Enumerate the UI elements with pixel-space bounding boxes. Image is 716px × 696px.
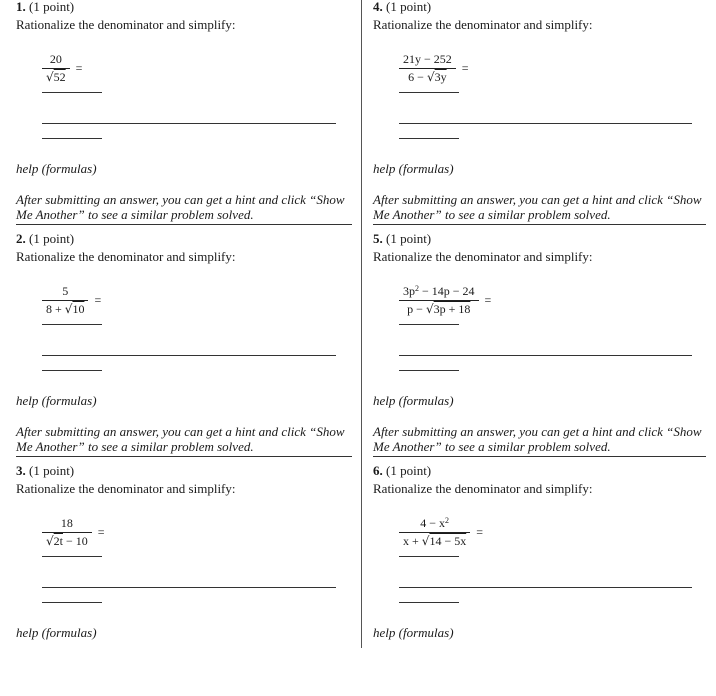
denominator <box>399 301 479 317</box>
answer-blank-2[interactable] <box>399 138 459 139</box>
problem-points: (1 point) <box>386 231 432 246</box>
radicand: 10 <box>72 302 85 316</box>
problem-prompt: Rationalize the denominator and simplify: <box>373 17 593 32</box>
problem-header <box>373 0 713 17</box>
sqrt-icon: √ <box>421 534 430 548</box>
problem-points: (1 point) <box>386 463 432 478</box>
answer-line-long[interactable] <box>42 355 336 356</box>
problem-points: (1 point) <box>29 0 75 14</box>
math-expression <box>42 284 101 317</box>
help-formulas-link[interactable]: help (formulas) <box>373 393 454 408</box>
math-expression <box>399 516 483 549</box>
radicand: 2t <box>53 534 63 548</box>
fraction <box>42 284 88 317</box>
problem-number: 4. <box>373 0 383 14</box>
hint-note: After submitting an answer, you can get a hint and click “Show Me Another” to see a similar problem solved. <box>373 192 706 225</box>
denominator-suffix: − 10 <box>63 534 88 548</box>
fraction <box>399 516 470 549</box>
fraction <box>42 516 92 549</box>
answer-blank-2[interactable] <box>399 602 459 603</box>
numerator <box>399 516 470 533</box>
problem-number: 5. <box>373 231 383 246</box>
hint-note: After submitting an answer, you can get a hint and click “Show Me Another” to see a similar problem solved. <box>373 424 706 457</box>
problem-number: 2. <box>16 231 26 246</box>
problem-points: (1 point) <box>29 463 75 478</box>
problem-prompt: Rationalize the denominator and simplify: <box>16 17 236 32</box>
numerator-rest: − 14p − 24 <box>419 284 475 298</box>
numerator-term: 3p <box>403 284 415 298</box>
exponent: 2 <box>415 284 419 293</box>
problem-points: (1 point) <box>29 231 75 246</box>
numerator: 21y − 252 <box>399 52 456 69</box>
denominator-prefix: 6 − <box>408 70 427 84</box>
problem-header <box>16 464 356 481</box>
problem-prompt: Rationalize the denominator and simplify: <box>373 249 593 264</box>
answer-blank[interactable] <box>399 92 459 93</box>
left-column <box>16 0 356 696</box>
sqrt-icon: √ <box>46 534 54 548</box>
problem-1 <box>16 0 356 232</box>
math-expression <box>399 284 491 317</box>
sqrt-icon: √ <box>46 70 54 84</box>
problem-prompt: Rationalize the denominator and simplify: <box>16 249 236 264</box>
numerator-term: 4 − x <box>420 516 445 530</box>
answer-blank[interactable] <box>399 324 459 325</box>
problem-5 <box>373 232 713 464</box>
help-formulas-link[interactable]: help (formulas) <box>373 161 454 176</box>
sqrt-icon: √ <box>425 302 434 316</box>
denominator-prefix: 8 + <box>46 302 65 316</box>
problem-header <box>373 464 713 481</box>
denominator <box>399 69 456 85</box>
denominator-prefix: p − <box>407 302 426 316</box>
column-divider <box>361 0 362 648</box>
math-expression <box>42 52 82 85</box>
radicand: 3p + 18 <box>433 302 471 316</box>
answer-blank-2[interactable] <box>399 370 459 371</box>
problem-4 <box>373 0 713 232</box>
answer-line-long[interactable] <box>399 587 692 588</box>
answer-blank[interactable] <box>42 556 102 557</box>
answer-line-long[interactable] <box>399 355 692 356</box>
answer-blank[interactable] <box>42 92 102 93</box>
radicand: 14 − 5x <box>429 534 467 548</box>
problem-number: 1. <box>16 0 26 14</box>
equals-sign: = <box>94 293 102 307</box>
denominator <box>399 533 470 549</box>
sqrt-icon: √ <box>426 70 435 84</box>
problem-number: 3. <box>16 463 26 478</box>
answer-blank[interactable] <box>399 556 459 557</box>
numerator <box>399 284 479 301</box>
fraction <box>399 52 456 85</box>
numerator: 20 <box>42 52 70 69</box>
denominator <box>42 69 70 85</box>
numerator: 18 <box>42 516 92 533</box>
help-formulas-link[interactable]: help (formulas) <box>16 393 97 408</box>
problem-header <box>16 232 356 249</box>
sqrt-icon: √ <box>64 302 73 316</box>
answer-blank[interactable] <box>42 324 102 325</box>
problem-header <box>373 232 713 249</box>
hint-note: After submitting an answer, you can get a hint and click “Show Me Another” to see a similar problem solved. <box>16 192 352 225</box>
math-expression <box>42 516 105 549</box>
equals-sign: = <box>461 61 469 75</box>
right-column <box>373 0 713 696</box>
help-formulas-link[interactable]: help (formulas) <box>16 161 97 176</box>
problem-header <box>16 0 356 17</box>
help-formulas-link[interactable]: help (formulas) <box>373 625 454 640</box>
answer-line-long[interactable] <box>399 123 692 124</box>
answer-blank-2[interactable] <box>42 370 102 371</box>
fraction <box>42 52 70 85</box>
denominator <box>42 301 88 317</box>
numerator: 5 <box>42 284 88 301</box>
hint-note: After submitting an answer, you can get a hint and click “Show Me Another” to see a similar problem solved. <box>16 424 352 457</box>
fraction <box>399 284 479 317</box>
problem-prompt: Rationalize the denominator and simplify: <box>373 481 593 496</box>
problem-prompt: Rationalize the denominator and simplify: <box>16 481 236 496</box>
problem-points: (1 point) <box>386 0 432 14</box>
problem-2 <box>16 232 356 464</box>
denominator <box>42 533 92 549</box>
answer-line-long[interactable] <box>42 123 336 124</box>
answer-line-long[interactable] <box>42 587 336 588</box>
equals-sign: = <box>97 525 105 539</box>
help-formulas-link[interactable]: help (formulas) <box>16 625 97 640</box>
math-expression <box>399 52 469 85</box>
answer-blank-2[interactable] <box>42 602 102 603</box>
exponent: 2 <box>445 516 449 525</box>
equals-sign: = <box>75 61 83 75</box>
problem-6 <box>373 464 713 696</box>
equals-sign: = <box>484 293 492 307</box>
denominator-prefix: x + <box>403 534 422 548</box>
problem-number: 6. <box>373 463 383 478</box>
problem-3 <box>16 464 356 696</box>
radicand: 3y <box>434 70 447 84</box>
radicand: 52 <box>53 70 66 84</box>
answer-blank-2[interactable] <box>42 138 102 139</box>
equals-sign: = <box>476 525 483 539</box>
